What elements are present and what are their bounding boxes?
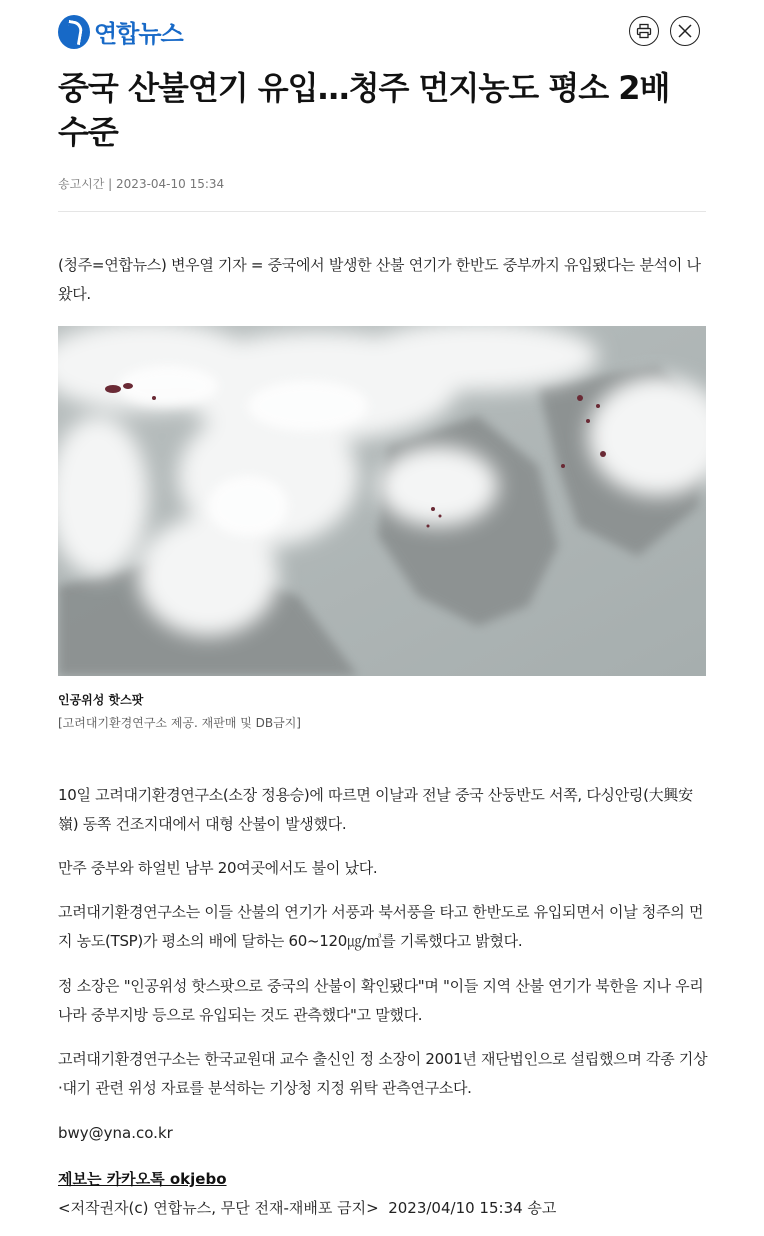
printer-icon [636, 23, 652, 39]
print-button[interactable] [629, 16, 659, 46]
photo-caption-title: 인공위성 핫스팟 [58, 693, 144, 707]
article-paragraph: 10일 고려대기환경연구소(소장 정용승)에 따르면 이날과 전날 중국 산둥반도 서쪽, 다싱안링(大興安嶺) 동쪽 건조지대에서 대형 산불이 발생했다. [58, 786, 693, 833]
article-headline: 중국 산불연기 유입…청주 먼지농도 평소 2배 수준 [58, 69, 670, 151]
close-button[interactable] [670, 16, 700, 46]
article-timestamp: 송고시간 | 2023-04-10 15:34 [58, 177, 225, 191]
article-paragraph: 정 소장은 "인공위성 핫스팟으로 중국의 산불이 확인됐다"며 "이들 지역 산불 연기가 북한을 지나 우리나라 중부지방 등으로 유입되는 것도 관측했다"고 말했다. [58, 977, 704, 1024]
article-paragraph: 만주 중부와 하얼빈 남부 20여곳에서도 불이 났다. [58, 859, 378, 877]
header-divider [58, 211, 706, 212]
copyright-notice: <저작권자(c) 연합뉴스, 무단 전재-재배포 금지> 2023/04/10 15:34 송고 [58, 1199, 557, 1217]
yonhap-logo-mark-icon [58, 15, 90, 49]
article-lead: (청주=연합뉴스) 변우열 기자 = 중국에서 발생한 산불 연기가 한반도 중부까지 유입됐다는 분석이 나왔다. [58, 256, 701, 303]
yonhap-logo[interactable] [58, 14, 183, 49]
author-email: bwy@yna.co.kr [58, 1124, 173, 1142]
article-paragraph: 고려대기환경연구소는 한국교원대 교수 출신인 정 소장이 2001년 재단법인으로 설립했으며 각종 기상·대기 관련 위성 자료를 분석하는 기상청 지정 위탁 관측연구소다. [58, 1050, 708, 1097]
satellite-hotspot-photo[interactable] [58, 326, 706, 676]
photo-caption-credit: [고려대기환경연구소 제공. 재판매 및 DB금지] [58, 716, 301, 730]
kakao-tip-link[interactable]: 제보는 카카오톡 okjebo [58, 1170, 227, 1188]
article-paragraph: 고려대기환경연구소는 이들 산불의 연기가 서풍과 북서풍을 타고 한반도로 유입되면서 이날 청주의 먼지 농도(TSP)가 평소의 배에 달하는 60~120㎍/㎥를 기록했다고 밝혔다. [58, 903, 704, 950]
page-header [58, 12, 706, 52]
logo-text: 연합뉴스 [94, 20, 183, 48]
close-icon [677, 23, 693, 39]
